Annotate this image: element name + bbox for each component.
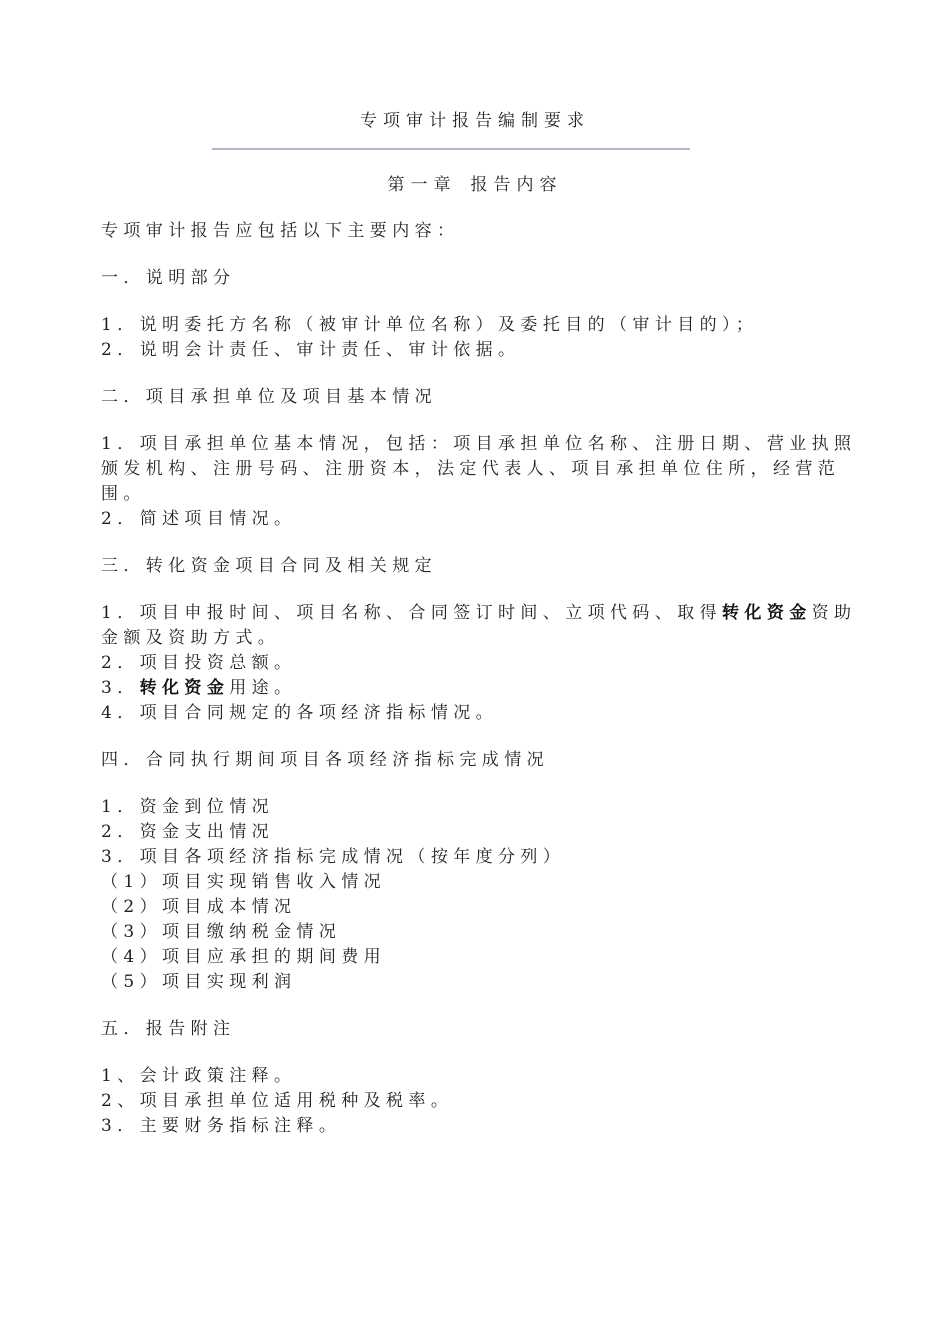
list-item: 1．资金到位情况	[101, 797, 275, 817]
intro-text: 专项审计报告应包括以下主要内容：	[101, 221, 460, 241]
list-item: 2．说明会计责任、审计责任、审计依据。	[101, 340, 521, 360]
list-item	[101, 601, 861, 651]
list-item	[101, 676, 861, 701]
list-item: 1、会计政策注释。	[101, 1066, 297, 1086]
list-item: 3．项目各项经济指标完成情况（按年度分列）	[101, 847, 566, 867]
list-item: 3．主要财务指标注释。	[101, 1116, 342, 1136]
chapter-name: 报告内容	[470, 175, 563, 195]
list-item: （4）项目应承担的期间费用	[101, 947, 387, 967]
list-item: （1）项目实现销售收入情况	[101, 872, 387, 892]
document-body	[101, 219, 861, 1139]
item-text: 3．	[101, 678, 140, 698]
list-item: 1．项目承担单位基本情况，包括：项目承担单位名称、注册日期、营业执照颁发机构、注册号码、注册资本，法定代表人、项目承担单位住所，经营范围。	[101, 434, 857, 504]
list-item: （3）项目缴纳税金情况	[101, 922, 342, 942]
document-title: 专项审计报告编制要求	[360, 111, 590, 131]
list-item: （5）项目实现利润	[101, 972, 297, 992]
emphasis-text: 转化资金	[139, 678, 230, 698]
list-item: 1．说明委托方名称（被审计单位名称）及委托目的（审计目的）；	[101, 315, 759, 335]
item-text: 1．项目申报时间、项目名称、合同签订时间、立项代码、取得	[101, 603, 723, 623]
section-heading: 三．转化资金项目合同及相关规定	[101, 556, 437, 576]
list-item: 4．项目合同规定的各项经济指标情况。	[101, 703, 499, 723]
list-item: 2．简述项目情况。	[101, 509, 297, 529]
item-text: 资助金额及资助方式。	[101, 603, 857, 648]
emphasis-text: 转化资金	[722, 603, 812, 623]
item-text: 用途。	[229, 678, 297, 698]
section-heading: 二．项目承担单位及项目基本情况	[101, 387, 437, 407]
section-heading: 一．说明部分	[101, 268, 236, 288]
list-item: 2．项目投资总额。	[101, 653, 297, 673]
chapter-heading	[0, 174, 950, 196]
list-item: （2）项目成本情况	[101, 897, 297, 917]
section-heading: 四．合同执行期间项目各项经济指标完成情况	[101, 750, 549, 770]
chapter-number: 第一章	[387, 175, 457, 195]
title-divider	[212, 148, 690, 150]
section-heading: 五．报告附注	[101, 1019, 236, 1039]
list-item: 2、项目承担单位适用税种及税率。	[101, 1091, 454, 1111]
list-item: 2．资金支出情况	[101, 822, 275, 842]
